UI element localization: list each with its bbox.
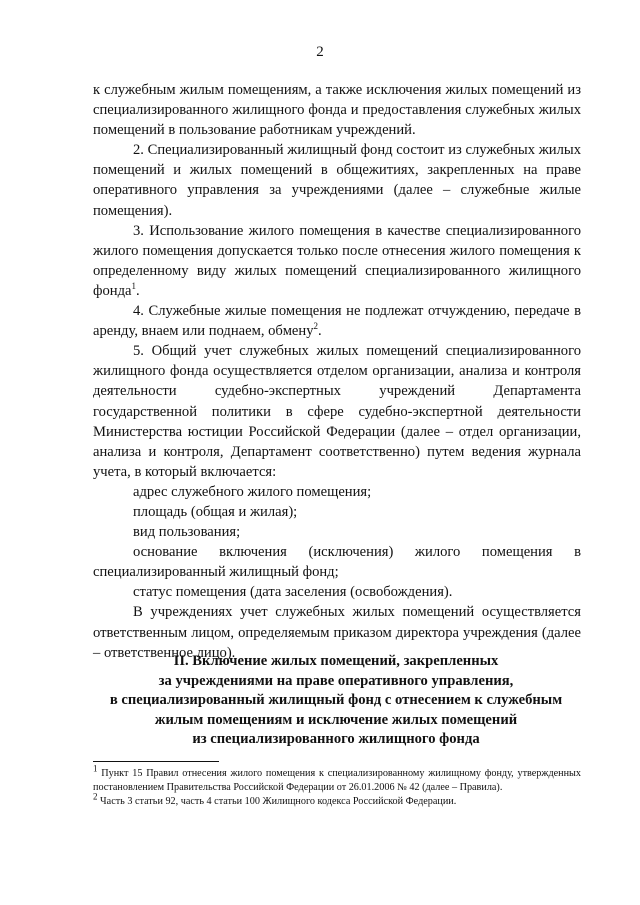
list-item: адрес служебного жилого помещения;	[133, 483, 372, 500]
paragraph-5: 5. Общий учет служебных жилых помещений специализированного жилищного фонда осуществляется отделом организации, анализа и контроля деятельности судебно-экспертных учреждений Департамента государственной политики в сфере судебно-экспертной деятельности Министерства юстиции Российской Федерации (далее – отдел организации, анализа и контроля, Департамент соответственно) путем ведения журнала учета, в который включается:	[93, 343, 581, 480]
footnote-ref-2[interactable]: 2	[313, 321, 319, 332]
section-heading	[80, 652, 592, 750]
footnote-ref-1[interactable]: 1	[131, 281, 136, 292]
heading-line: II. Включение жилых помещений, закрепленных	[173, 653, 499, 669]
footnote-1-text: Пункт 15 Правил отнесения жилого помещения к специализированному жилищному фонду, утвержденных постановлением Правительства Российской Федерации от 26.01.2006 № 42 (далее – Правила).	[93, 768, 581, 793]
list-item: площадь (общая и жилая);	[133, 503, 298, 520]
list-item: основание включения (исключения) жилого помещения в специализированный жилищный фонд;	[93, 544, 581, 581]
document-body	[93, 80, 581, 663]
paragraph-3-text: 3. Использование жилого помещения в качестве специализированного жилого помещения допускается только после отнесения жилого помещения к определенному виду жилых помещений специализированного жилищного фонда	[93, 222, 581, 299]
heading-line: в специализированный жилищный фонд с отнесением к служебным	[109, 692, 563, 709]
paragraph-4-text: 4. Служебные жилые помещения не подлежат отчуждению, передаче в аренду, внаем или поднаем, обмену	[93, 303, 581, 340]
paragraph-3-end: .	[135, 282, 140, 299]
list-item: вид пользования;	[133, 524, 241, 541]
paragraph-4	[93, 301, 581, 341]
paragraph-6: В учреждениях учет служебных жилых помещений осуществляется ответственным лицом, определяемым приказом директора учреждения (далее – ответственное лицо).	[93, 604, 581, 661]
page-number: 2	[316, 44, 324, 60]
paragraph-continuation: к служебным жилым помещениям, а также исключения жилых помещений из специализированного жилищного фонда и предоставления служебных жилых помещений в пользование работникам учреждений.	[93, 82, 581, 139]
footnote-2-text: Часть 3 статьи 92, часть 4 статьи 100 Жилищного кодекса Российской Федерации.	[97, 796, 457, 807]
footnotes	[93, 763, 581, 809]
paragraph-3	[93, 221, 581, 301]
footnote-mark-2: 2	[93, 791, 98, 802]
heading-line: жилым помещениям и исключение жилых помещений	[154, 711, 518, 728]
list-item: статус помещения (дата заселения (освобождения).	[133, 584, 453, 601]
footnote-separator	[93, 761, 219, 762]
footnote-mark-1: 1	[93, 763, 98, 774]
heading-line: из специализированного жилищного фонда	[192, 731, 480, 748]
heading-line: за учреждениями на праве оперативного управления,	[158, 672, 514, 689]
footnote-1	[93, 763, 581, 795]
paragraph-4-end: .	[318, 323, 322, 340]
footnote-2	[93, 791, 581, 809]
paragraph-2: 2. Специализированный жилищный фонд состоит из служебных жилых помещений и жилых помещений в общежитиях, закрепленных на праве оперативного управления за учреждениями (далее – служебные жилые помещения).	[93, 142, 581, 219]
